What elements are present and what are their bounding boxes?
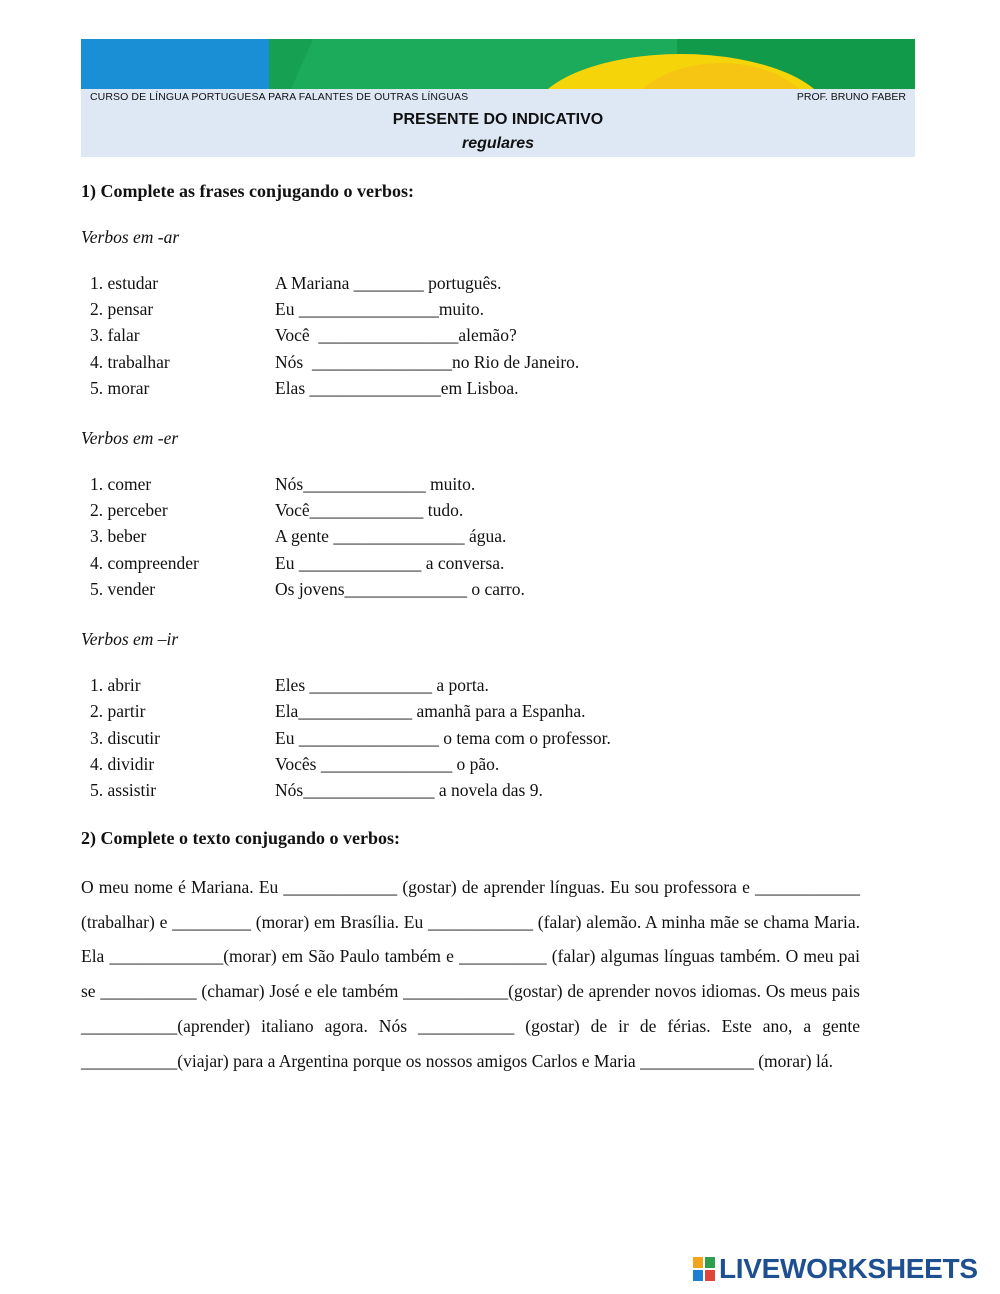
verb-label: 4. dividir (90, 754, 155, 774)
exercise2-heading: 2) Complete o texto conjugando o verbos: (81, 828, 400, 848)
list-item (90, 526, 790, 552)
group-label-ar: Verbos em -ar (81, 227, 180, 247)
verb-label: 4. compreender (90, 553, 199, 573)
list-item (90, 273, 790, 299)
verb-label: 1. abrir (90, 675, 141, 695)
list-item (90, 780, 790, 806)
verb-label: 3. beber (90, 526, 147, 546)
sentence-blank[interactable]: Nós ________________no Rio de Janeiro. (275, 352, 580, 372)
exercise2-text-block (81, 870, 865, 1078)
verb-label: 2. pensar (90, 299, 154, 319)
list-item (90, 579, 790, 605)
logo-mark-icon (692, 1256, 716, 1282)
banner-graphic (81, 39, 915, 89)
verb-label: 5. vender (90, 579, 156, 599)
group-label-ir: Verbos em –ir (81, 629, 179, 649)
verb-label: 5. morar (90, 378, 150, 398)
verb-label: 1. estudar (90, 273, 159, 293)
exercise1-heading: 1) Complete as frases conjugando o verbos: (81, 181, 414, 201)
exercise2-text[interactable]: O meu nome é Mariana. Eu _____________ (gostar) de aprender línguas. Eu sou professora e ____________ (trabalhar) e _________ (morar) em Brasília. Eu ____________ (falar) alemão. A minha mãe se chama Maria. Ela _____________(morar) em São Paulo também e __________ (falar) algumas línguas também. O meu pai se ___________ (chamar) José e ele também ____________(gostar) de aprender novos idiomas. Os meus pais ___________(aprender) italiano agora. Nós ___________ (gostar) de ir de férias. Este ano, a gente ___________(viajar) para a Argentina porque os nossos amigos Carlos e Maria _____________ (morar) lá. (81, 877, 865, 1071)
list-item (90, 325, 790, 351)
verb-label: 3. falar (90, 325, 140, 345)
list-item (90, 728, 790, 754)
list-item (90, 299, 790, 325)
verb-label: 2. perceber (90, 500, 168, 520)
sentence-blank[interactable]: Nós_______________ a novela das 9. (275, 780, 543, 800)
sentence-blank[interactable]: Elas _______________em Lisboa. (275, 378, 519, 398)
sentence-blank[interactable]: Você ________________alemão? (275, 325, 517, 345)
list-item (90, 500, 790, 526)
list-item (90, 474, 790, 500)
group-label-er: Verbos em -er (81, 428, 179, 448)
page-subtitle: regulares (461, 135, 535, 152)
list-item (90, 701, 790, 727)
verb-label: 1. comer (90, 474, 152, 494)
sentence-blank[interactable]: A Mariana ________ português. (275, 273, 502, 293)
list-item (90, 754, 790, 780)
list-item (90, 553, 790, 579)
sentence-blank[interactable]: Ela_____________ amanhã para a Espanha. (275, 701, 586, 721)
verb-label: 5. assistir (90, 780, 157, 800)
banner-blue-band (81, 39, 271, 89)
sentence-blank[interactable]: Eles ______________ a porta. (275, 675, 489, 695)
sentence-blank[interactable]: Eu ________________ o tema com o professor. (275, 728, 611, 748)
sentence-blank[interactable]: Eu ______________ a conversa. (275, 553, 505, 573)
sentence-blank[interactable]: Você_____________ tudo. (275, 500, 464, 520)
header-banner (81, 39, 915, 89)
header-box (81, 89, 915, 157)
list-item (90, 675, 790, 701)
verb-label: 3. discutir (90, 728, 160, 748)
logo-text: LIVEWORKSHEETS (719, 1253, 978, 1284)
course-name: CURSO DE LÍNGUA PORTUGUESA PARA FALANTES DE OUTRAS LÍNGUAS (90, 91, 469, 103)
sentence-blank[interactable]: Vocês _______________ o pão. (275, 754, 500, 774)
liveworksheets-logo (692, 1254, 978, 1284)
verb-label: 2. partir (90, 701, 146, 721)
sentence-blank[interactable]: Nós______________ muito. (275, 474, 476, 494)
sentence-blank[interactable]: Eu ________________muito. (275, 299, 485, 319)
list-item (90, 378, 790, 404)
verb-label: 4. trabalhar (90, 352, 170, 372)
sentence-blank[interactable]: A gente _______________ água. (275, 526, 507, 546)
sentence-blank[interactable]: Os jovens______________ o carro. (275, 579, 525, 599)
list-item (90, 352, 790, 378)
page-title: PRESENTE DO INDICATIVO (392, 111, 604, 128)
professor-name: PROF. BRUNO FABER (796, 91, 906, 103)
